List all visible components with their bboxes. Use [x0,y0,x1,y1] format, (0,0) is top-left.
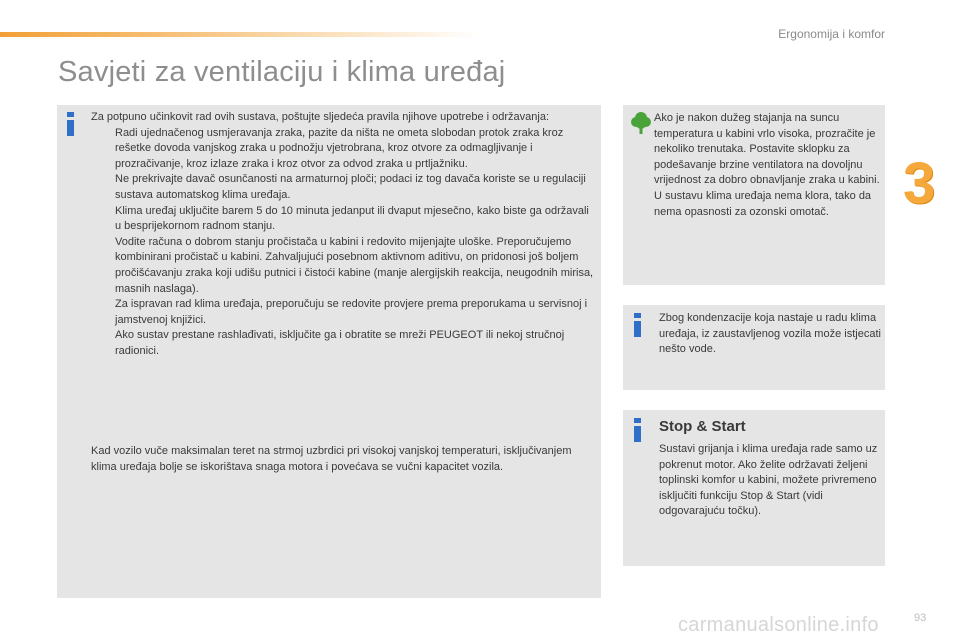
section-header: Ergonomija i komfor [778,27,885,41]
list-item: Za ispravan rad klima uređaja, preporučuju se redovite provjere prema preporukama u servisnoj i jamstvenoj knjižici. [115,298,588,326]
chapter-number: 3 [903,151,936,216]
list-item: Ne prekrivajte davač osunčanosti na armaturnoj ploči; podaci iz tog davača koriste se u regulaciji sustava automatskog klima uređaja. [115,173,586,201]
watermark: carmanualsonline.info [678,614,879,636]
list-item: Klima uređaj uključite barem 5 do 10 minuta jedanput ili dvaput mjesečno, kako biste ga održavali u besprijekornom radnom stanju. [115,204,589,233]
stop-start-text: Sustavi grijanja i klima uređaja rade samo uz pokrenut motor. Ako želite održavati željeni toplinski komfor u kabini, možete privremeno isključiti funkciju Stop & Start (vidi odgovarajuću točku). [659,443,878,518]
info-icon [634,313,641,337]
stop-start-title: Stop & Start [659,418,746,435]
tree-icon [630,111,652,135]
header-accent-bar [0,32,480,37]
page-number: 93 [914,612,927,624]
info-icon [634,418,641,442]
list-item: Ako sustav prestane rashlađivati, isključite ga i obratite se mreži PEUGEOT ili nekoj stručnoj radionici. [115,329,565,357]
condensation-note-text: Zbog kondenzacije koja nastaje u radu klima uređaja, iz zaustavljenog vozila može istjecati nešto vode. [659,312,881,356]
tips-list [91,126,597,360]
list-item: Vodite računa o dobrom stanju pročistača u kabini i redovito mijenjajte uloške. Preporučujemo kombinirani pročistač u kabini. Zahvaljujući posebnom aktivnom aditivu, on pridonosi još boljem pročišćavanju zraka koji udišu putnici i čistoći kabine (manje alergijskih reakcija, neugodnih mirisa, masnih naslaga). [115,235,594,295]
list-item: Radi ujednačenog usmjeravanja zraka, pazite da ništa ne ometa slobodan protok zraka kroz rešetke dovoda vanjskog zraka u podnožju vjetrobrana, kroz otvore za odmagljivanje i prozračivanje, kroz izlaze zraka i kroz otvor za odvod zraka u prtljažniku. [115,126,564,170]
info-icon [67,112,74,136]
intro-paragraph: Za potpuno učinkovit rad ovih sustava, poštujte sljedeća pravila njihove upotrebe i održavanja: [91,111,549,123]
load-note-paragraph: Kad vozilo vuče maksimalan teret na strmoj uzbrdici pri visokoj vanjskoj temperaturi, isključivanjem klima uređaja bolje se iskorištava snaga motora i povećava se vučni kapacitet vozila. [91,445,572,473]
eco-note-text: Ako je nakon dužeg stajanja na suncu temperatura u kabini vrlo visoka, prozračite je nekoliko trenutaka. Postavite sklopku za podešavanje brzine ventilatora na dovoljnu vrijednost za dobro obnavljanje zraka u kabini. U sustavu klima uređaja nema klora, tako da nema opasnosti za ozonski omotač. [654,112,880,218]
page-title: Savjeti za ventilaciju i klima uređaj [58,56,506,88]
main-info-text [91,110,597,360]
